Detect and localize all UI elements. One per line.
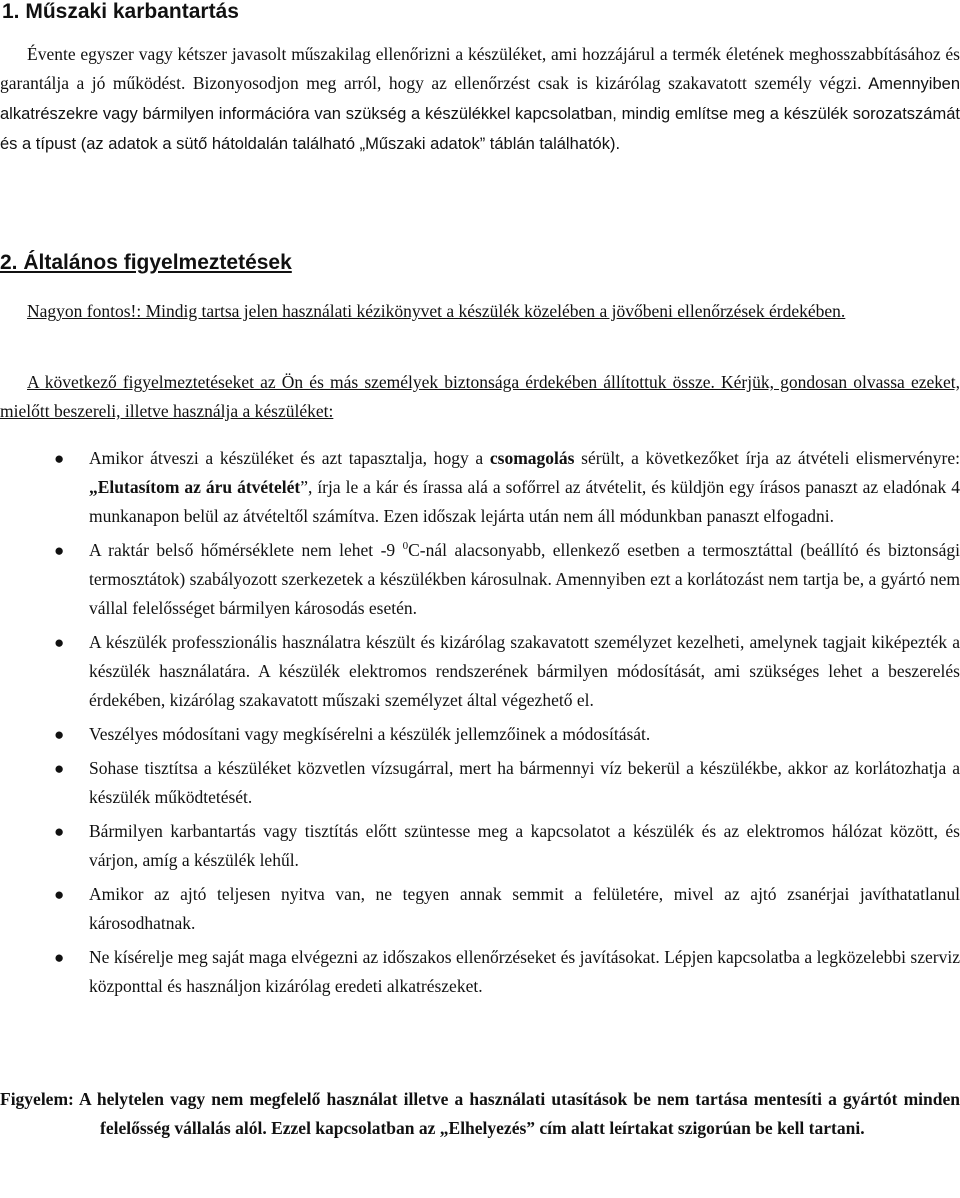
- bullet-1-text-b: sérült, a következőket írja az átvételi elismervényre:: [574, 448, 960, 468]
- maintenance-paragraph: [0, 40, 960, 159]
- list-item: [0, 444, 960, 531]
- bullet-1-bold-packaging: csomagolás: [489, 448, 575, 468]
- bullet-icon: ●: [54, 885, 65, 904]
- list-item: [0, 943, 960, 1001]
- warning-label: Figyelem:: [0, 1089, 74, 1109]
- bullet-icon: ●: [54, 541, 65, 560]
- bullet-icon: ●: [54, 449, 65, 468]
- warnings-list: [0, 444, 960, 1006]
- list-item: [0, 754, 960, 812]
- degree-superscript: 0: [402, 540, 409, 553]
- list-item: [0, 720, 960, 749]
- bullet-2-text-b: C-nál alacsonyabb, ellenkező esetben a termosztáttal (beállító és biztonsági termosztátok) szabályozott szerkezetek a készülékben károsulnak. Amennyiben ezt a korlátozást nem tartja be, a gyártó nem vállal felelősséget bármilyen károsodás esetén.: [89, 540, 960, 618]
- bullet-icon: ●: [54, 759, 65, 778]
- list-item: [0, 880, 960, 938]
- section-2-heading: [0, 251, 292, 275]
- bullet-6-text: Bármilyen karbantartás vagy tisztítás előtt szüntesse meg a kapcsolatot a készülék és az elektromos hálózat között, és várjon, amíg a készülék lehűl.: [89, 821, 960, 870]
- bullet-5-text: Sohase tisztítsa a készüléket közvetlen vízsugárral, mert ha bármennyi víz bekerül a készülékbe, akkor az korlátozhatja a készülék működtetését.: [89, 758, 960, 807]
- list-item: [0, 628, 960, 715]
- list-item: [0, 817, 960, 875]
- bullet-icon: ●: [54, 948, 65, 967]
- bullet-icon: ●: [54, 725, 65, 744]
- list-item: [0, 536, 960, 623]
- important-note: Nagyon fontos!: Mindig tartsa jelen használati kézikönyvet a készülék közelében a jövőbeni ellenőrzések érdekében.: [27, 301, 846, 321]
- bullet-4-text: Veszélyes módosítani vagy megkísérelni a készülék jellemzőinek a módosítását.: [89, 724, 651, 744]
- maintenance-text-b: Amennyiben alkatrészekre vagy bármilyen információra van szükség a készülékkel kapcsolatban, mindig említse meg a készülék sorozatszámát és a típust (az adatok a sütő hátoldalán található „Műszaki adatok” táblán találhatók).: [0, 75, 960, 153]
- warning-text: A helytelen vagy nem megfelelő használat illetve a használati utasítások be nem tartása mentesíti a gyártót minden felelősség vállalás alól. Ezzel kapcsolatban az „Elhelyezés” cím alatt leírtakat szigorúan be kell tartani.: [79, 1089, 960, 1138]
- section-1-heading: 1. Műszaki karbantartás: [2, 0, 239, 23]
- bullet-1-bold-refusal: „Elutasítom az áru átvételét: [89, 477, 301, 497]
- bullet-7-text: Amikor az ajtó teljesen nyitva van, ne tegyen annak semmit a felületére, mivel az ajtó zsanérjai javíthatatlanul károsodhatnak.: [89, 884, 960, 933]
- warning-note: [0, 1089, 960, 1143]
- maintenance-text-a: Évente egyszer vagy kétszer javasolt műszakilag ellenőrizni a készüléket, ami hozzájárul a termék életének meghosszabbításához és garantálja a jó működést. Bizonyosodjon meg arról, hogy az ellenőrzést csak is kizárólag szakavatott személy végzi.: [0, 44, 960, 93]
- bullet-2-text-a: A raktár belső hőmérséklete nem lehet -9: [89, 540, 403, 560]
- bullet-icon: ●: [54, 633, 65, 652]
- bullet-1-text-a: Amikor átveszi a készüléket és azt tapasztalja, hogy a: [89, 448, 490, 468]
- warnings-intro: A következő figyelmeztetéseket az Ön és más személyek biztonsága érdekében állítottuk össze. Kérjük, gondosan olvassa ezeket, mielőtt beszereli, illetve használja a készüléket:: [0, 372, 960, 421]
- warning-body: [0, 1085, 960, 1143]
- section-2-title: 2. Általános figyelmeztetések: [0, 251, 292, 274]
- bullet-8-text: Ne kísérelje meg saját maga elvégezni az időszakos ellenőrzéseket és javításokat. Lépjen kapcsolatba a legközelebbi szerviz központtal és használjon kizárólag eredeti alkatrészeket.: [89, 947, 960, 996]
- bullet-1-text-c: ”, írja le a kár és írassa alá a sofőrrel az átvételit, és küldjön egy írásos panaszt az eladónak 4 munkanapon belül az átvételtől számítva. Ezen időszak lejárta után nem áll módunkban panaszt elfogadni.: [89, 477, 960, 526]
- bullet-icon: ●: [54, 822, 65, 841]
- bullet-3-text: A készülék professzionális használatra készült és kizárólag szakavatott személyzet kezelheti, amelynek tagjait kiképezték a készülék használatára. A készülék elektromos rendszerének bármilyen módosítását, ami szükséges lehet a beszerelés érdekében, kizárólag szakavatott műszaki személyzet által végezhető el.: [89, 632, 960, 710]
